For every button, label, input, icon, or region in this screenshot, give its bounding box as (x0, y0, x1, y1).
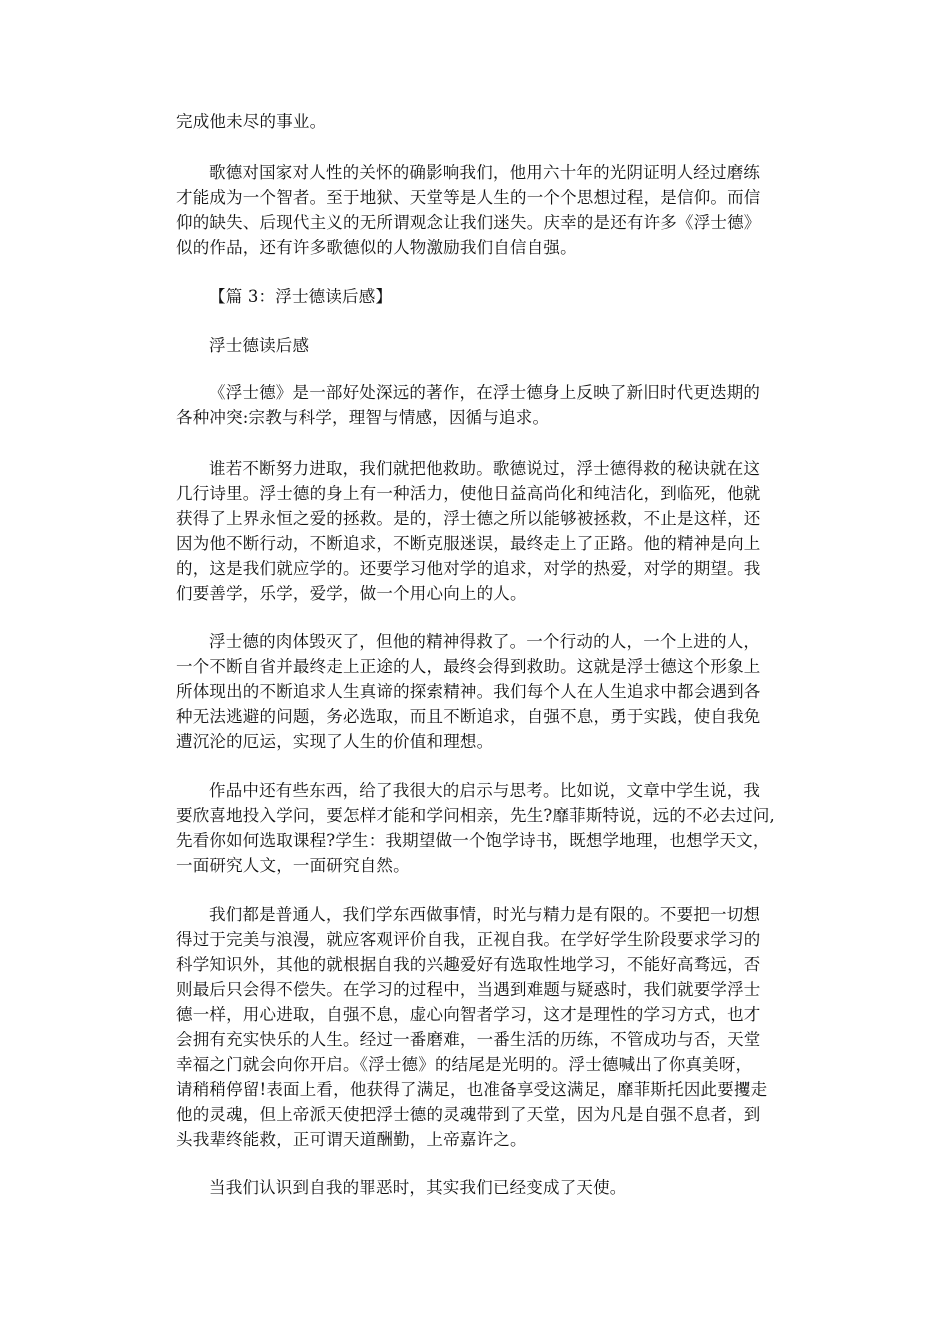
text-line: 浮士德的肉体毁灭了，但他的精神得救了。一个行动的人，一个上进的人， (209, 632, 761, 651)
text-line: 当我们认识到自我的罪恶时，其实我们已经变成了天使。 (209, 1178, 627, 1197)
text-line: 似的作品，还有许多歌德似的人物激励我们自信自强。 (176, 238, 577, 257)
paragraph-conclusion (176, 1175, 780, 1200)
paragraph-ordinary-people (176, 902, 780, 1152)
text-line: 因为他不断行动，不断追求，不断克服迷误，最终走上了正路。他的精神是向上 (176, 534, 761, 553)
text-line: 谁若不断努力进取，我们就把他救助。歌德说过，浮士德得救的秘诀就在这 (209, 459, 761, 478)
text-line: 【篇 3：浮士德读后感】 (209, 287, 393, 306)
text-line: 所体现出的不断追求人生真谛的探索精神。我们每个人在人生追求中都会遇到各 (176, 682, 761, 701)
text-line: 们要善学，乐学，爱学，做一个用心向上的人。 (176, 584, 527, 603)
paragraph-inspiration (176, 778, 780, 878)
text-line: 科学知识外，其他的就根据自我的兴趣爱好有选取性地学习，不能好高骛远，否 (176, 955, 761, 974)
text-line: 各种冲突:宗教与科学，理智与情感，因循与追求。 (176, 408, 550, 427)
text-line: 要欣喜地投入学问，要怎样才能和学问相亲，先生?靡菲斯特说，远的不必去过问, (176, 806, 775, 825)
text-line: 我们都是普通人，我们学东西做事情，时光与精力是有限的。不要把一切想 (209, 905, 761, 924)
text-line: 浮士德读后感 (209, 336, 310, 355)
paragraph-continuation (176, 109, 780, 134)
article-title (176, 333, 780, 358)
text-line: 才能成为一个智者。至于地狱、天堂等是人生的一个个思想过程，是信仰。而信 (176, 188, 761, 207)
text-line: 一个不断自省并最终走上正途的人，最终会得到救助。这就是浮士德这个形象上 (176, 657, 761, 676)
text-line: 遭沉沦的厄运，实现了人生的价值和理想。 (176, 732, 494, 751)
text-line: 会拥有充实快乐的人生。经过一番磨难，一番生活的历练，不管成功与否，天堂 (176, 1030, 761, 1049)
paragraph-intro (176, 380, 780, 430)
text-line: 他的灵魂，但上帝派天使把浮士德的灵魂带到了天堂，因为凡是自强不息者，到 (176, 1105, 761, 1124)
text-line: 获得了上界永恒之爱的拯救。是的，浮士德之所以能够被拯救，不止是这样，还 (176, 509, 761, 528)
text-line: 仰的缺失、后现代主义的无所谓观念让我们迷失。庆幸的是还有许多《浮士德》 (176, 213, 761, 232)
text-line: 作品中还有些东西，给了我很大的启示与思考。比如说，文章中学生说，我 (209, 781, 761, 800)
text-line: 得过于完美与浪漫，就应客观评价自我，正视自我。在学好学生阶段要求学习的 (176, 930, 761, 949)
text-line: 《浮士德》是一部好处深远的著作，在浮士德身上反映了新旧时代更迭期的 (209, 383, 761, 402)
text-line: 则最后只会得不偿失。在学习的过程中，当遇到难题与疑惑时，我们就要学浮士 (176, 980, 761, 999)
text-line: 几行诗里。浮士德的身上有一种活力，使他日益高尚化和纯洁化，到临死，他就 (176, 484, 761, 503)
paragraph-striving (176, 456, 780, 606)
paragraph-goethe-influence (176, 160, 780, 260)
text-line: 的，这是我们就应学的。还要学习他对学的追求，对学的热爱，对学的期望。我 (176, 559, 761, 578)
paragraph-spirit-saved (176, 629, 780, 754)
text-line: 歌德对国家对人性的关怀的确影响我们，他用六十年的光阴证明人经过磨练 (209, 163, 761, 182)
text-line: 种无法逃避的问题，务必选取，而且不断追求，自强不息，勇于实践，使自我免 (176, 707, 761, 726)
text-line: 幸福之门就会向你开启。《浮士德》的结尾是光明的。浮士德喊出了你真美呀， (176, 1055, 753, 1074)
text-line: 完成他未尽的事业。 (176, 112, 327, 131)
text-line: 头我辈终能救，正可谓天道酬勤，上帝嘉许之。 (176, 1130, 527, 1149)
text-line: 德一样，用心进取，自强不息，虚心向智者学习，这才是理性的学习方式，也才 (176, 1005, 761, 1024)
section-heading (176, 284, 780, 309)
text-line: 先看你如何选取课程?学生：我期望做一个饱学诗书，既想学地理，也想学天文， (176, 831, 770, 850)
text-line: 请稍稍停留!表面上看，他获得了满足，也准备享受这满足，靡菲斯托因此要攫走 (176, 1080, 768, 1099)
text-line: 一面研究人文，一面研究自然。 (176, 856, 410, 875)
